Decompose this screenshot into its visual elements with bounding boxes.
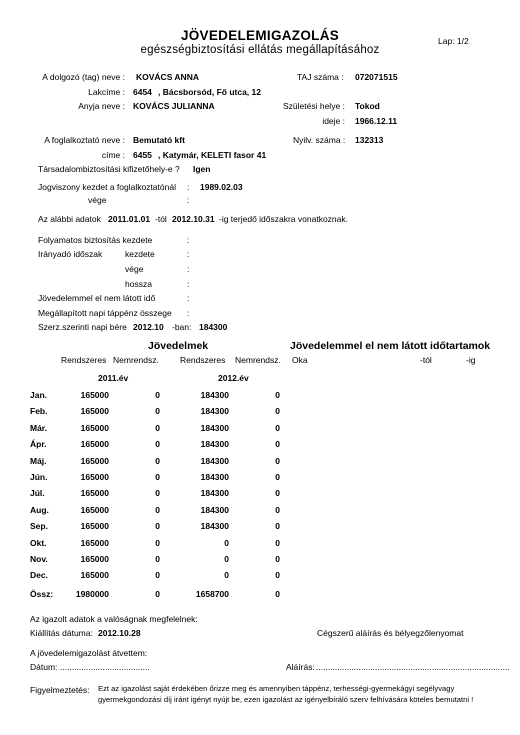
daily-wage-label: Szerz.szerinti napi bére [38,322,127,332]
regular-2011: 165000 [80,488,109,499]
month-label: Össz: [30,588,54,599]
month-label: Jan. [30,390,48,400]
issue-date-label: Kiállítás dátuma: [30,628,93,638]
daily-wage-value: 184300 [199,322,228,332]
folyamatos-label: Folyamatos biztosítás kezdete [38,235,153,245]
colon: : [187,195,190,205]
regular-2011: 165000 [80,570,109,581]
colon: : [187,249,190,259]
irregular-2012: 0 [275,406,280,417]
received-sign-label: Aláírás: [286,662,315,672]
irregular-2012: 0 [275,504,280,515]
irregular-2011: 0 [155,504,160,515]
registration-label: Nyilv. száma : [293,135,346,145]
month-label: Máj. [30,455,47,466]
irregular-2012: 0 [275,570,280,581]
periods-section-title: Jövedelemmel el nem látott időtartamok [290,340,491,352]
col-rendszeres-2012: Rendszeres [180,355,226,365]
regular-2011: 165000 [80,554,109,564]
month-label: Júl. [30,488,45,499]
regular-2012: 0 [224,570,229,581]
irregular-2011: 0 [155,521,160,532]
social-security-label: Társadalombiztosítási kifizetőhely-e ? [38,164,180,174]
month-label: Dec. [30,570,48,581]
regular-2012: 184300 [200,422,229,433]
colon: : [187,293,190,303]
regular-2012: 184300 [200,488,229,499]
irregular-2011: 0 [155,439,160,450]
colon: : [187,182,190,192]
period-from-suffix: -tól [155,214,167,224]
employee-address-label: Lakcíme : [88,87,125,97]
regular-2011: 165000 [80,504,109,515]
regular-2011: 165000 [80,439,109,450]
received-sign-dots: .................................................................................. [316,662,510,672]
regular-2011: 165000 [80,455,109,466]
employment-start: 1989.02.03 [200,182,243,192]
month-label: Nov. [30,554,48,564]
irregular-2012: 0 [275,588,280,599]
warning-label: Figyelmeztetés: [30,685,90,695]
month-label: Ápr. [30,439,47,450]
employee-name-label: A dolgozó (tag) neve : [42,72,125,82]
irregular-2012: 0 [275,472,280,482]
taj-label: TAJ száma : [297,72,344,82]
col-oka: Oka [292,355,308,365]
mother-name-label: Anyja neve : [78,101,125,111]
warning-text: Ezt az igazolást saját érdekében őrizze meg és amennyiben táppénz, terhességi-gyermekágyi segélyvagy gyermekgondozási díj iránt igényt nyújt be, ezen igazolást az igényelbíráló szerv felhívására köteles bemutatni ! [98,684,474,704]
employment-end-label: vége [88,195,107,205]
signature-caption: Cégszerű aláírás és bélyegzőlenyomat [317,628,464,638]
daily-wage-suffix: -ban: [172,322,192,332]
year-2011: 2011.év [98,373,129,383]
irregular-2011: 0 [155,422,160,433]
regular-2011: 165000 [80,390,109,400]
irregular-2011: 0 [155,390,160,400]
irregular-2011: 0 [155,588,160,599]
daily-wage-date: 2012.10 [133,322,164,332]
employee-name: KOVÁCS ANNA [136,72,199,82]
regular-2011: 165000 [80,537,109,548]
received-date-label: Dátum: [30,662,58,672]
regular-2011: 1980000 [75,588,109,599]
month-label: Már. [30,422,48,433]
irregular-2012: 0 [275,521,280,532]
irregular-2011: 0 [155,472,160,482]
taj-number: 072071515 [355,72,398,82]
colon: : [187,279,190,289]
regular-2012: 184300 [200,390,229,400]
page-number: Lap: 1/2 [438,36,469,46]
regular-2011: 165000 [80,406,109,417]
birthplace: Tokod [355,101,380,111]
irregular-2011: 0 [155,554,160,564]
col-ig: -ig [466,355,476,365]
year-2012: 2012.év [218,373,249,383]
colon: : [187,264,190,274]
month-label: Sep. [30,521,48,532]
irregular-2011: 0 [155,537,160,548]
col-nemrendsz-2011: Nemrendsz. [113,355,159,365]
regular-2012: 184300 [200,504,229,515]
irregular-2012: 0 [275,439,280,450]
regular-2011: 165000 [80,422,109,433]
period-to: 2012.10.31 [172,214,215,224]
irregular-2012: 0 [275,422,280,433]
period-from: 2011.01.01 [108,214,151,224]
regular-2011: 165000 [80,521,109,532]
jovedelem-nelkul-label: Jövedelemmel el nem látott idő [38,293,156,303]
irregular-2012: 0 [275,455,280,466]
regular-2012: 184300 [200,521,229,532]
month-label: Aug. [30,504,49,515]
month-label: Feb. [30,406,48,417]
iranyado-label: Irányadó időszak [38,249,103,259]
employer-zip: 6455 [133,150,152,160]
month-label: Jún. [30,472,48,482]
regular-2012: 184300 [200,472,229,482]
received-text: A jövedelemigazolást átvettem: [30,648,148,658]
regular-2012: 184300 [200,406,229,417]
employment-start-label: Jogviszony kezdet a foglalkoztatónál [38,182,176,192]
regular-2011: 165000 [80,472,109,482]
irregular-2011: 0 [155,570,160,581]
regular-2012: 1658700 [195,588,229,599]
employer-name: Bemutató kft [133,135,185,145]
colon: : [187,308,190,318]
employer-address-label: címe : [101,150,125,160]
irregular-2012: 0 [275,390,280,400]
irregular-2011: 0 [155,406,160,417]
irregular-2012: 0 [275,554,280,564]
irregular-2011: 0 [155,488,160,499]
certify-text: Az igazolt adatok a valóságnak megfelelnek: [30,614,198,624]
regular-2012: 184300 [200,455,229,466]
regular-2012: 0 [224,554,229,564]
irregular-2011: 0 [155,455,160,466]
employee-zip: 6454 [133,87,152,97]
vege-label: vége [125,264,144,274]
registration-number: 132313 [355,135,384,145]
mother-name: KOVÁCS JULIANNA [133,101,215,111]
received-date-dots: ...................................... [60,662,150,672]
hossza-label: hossza [125,279,152,289]
social-security-value: Igen [193,164,211,174]
birthdate-label: ideje : [322,116,345,126]
employer-address: , Katymár, KELETI fasor 41 [158,150,267,160]
issue-date: 2012.10.28 [98,628,141,638]
col-nemrendsz-2012: Nemrendsz. [235,355,281,365]
birthplace-label: Születési helye : [283,101,345,111]
month-label: Okt. [30,537,47,548]
regular-2012: 184300 [200,439,229,450]
tappenz-label: Megállapított napi táppénz összege [38,308,172,318]
colon: : [187,235,190,245]
income-section-title: Jövedelmek [148,340,209,352]
col-rendszeres-2011: Rendszeres [61,355,107,365]
irregular-2012: 0 [275,488,280,499]
kezdete-label: kezdete [125,249,155,259]
period-to-suffix: -ig terjedő időszakra vonatkoznak. [219,214,348,224]
regular-2012: 0 [224,537,229,548]
col-tol: -tól [420,355,432,365]
employee-address: , Bácsborsód, Fő utca, 12 [158,87,261,97]
document-subtitle: egészségbiztosítási ellátás megállapításához [140,44,380,56]
document-title: JÖVEDELEMIGAZOLÁS [180,28,340,43]
period-prefix: Az alábbi adatok [38,214,101,224]
employer-name-label: A foglalkoztató neve : [44,135,125,145]
birthdate: 1966.12.11 [355,116,398,126]
irregular-2012: 0 [275,537,280,548]
